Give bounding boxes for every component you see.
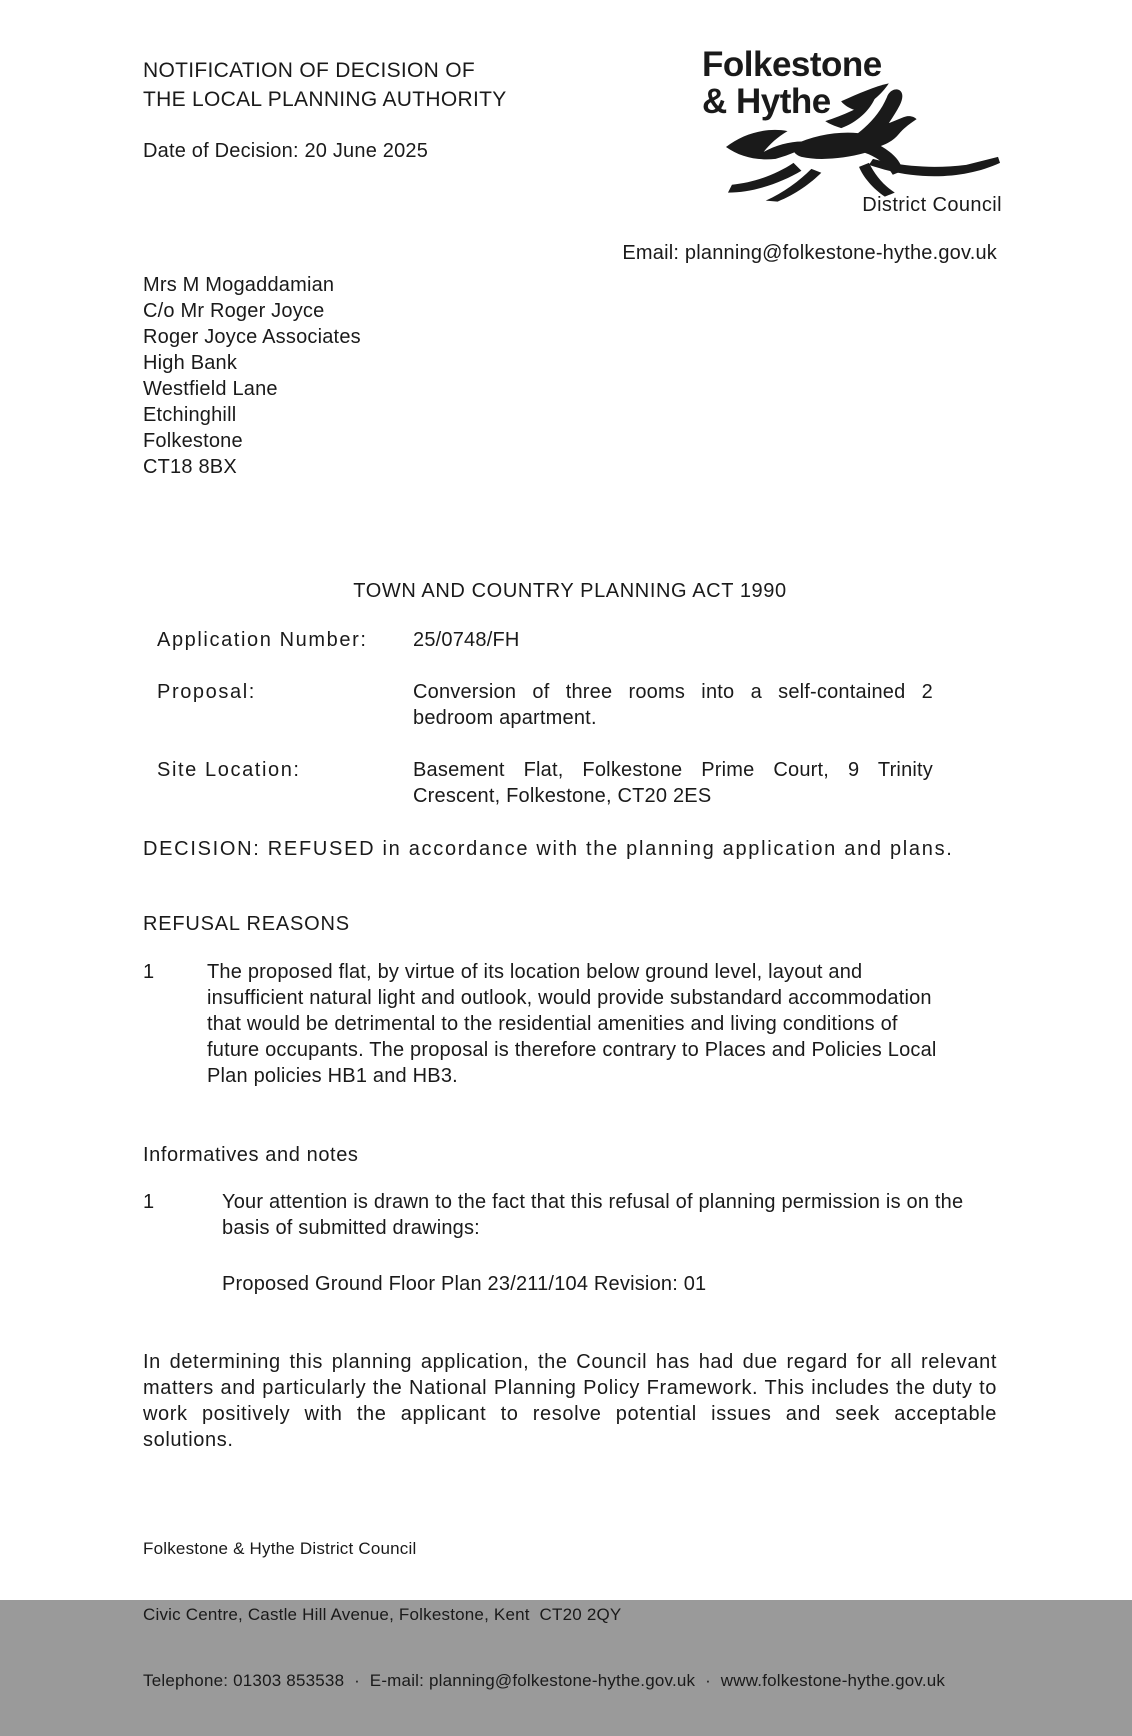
informatives-heading: Informatives and notes xyxy=(143,1144,359,1166)
drawing-reference: Proposed Ground Floor Plan 23/211/104 Revision: 01 xyxy=(222,1273,707,1295)
item-text: Your attention is drawn to the fact that this refusal of planning permission is on the basis of submitted drawings: xyxy=(222,1191,964,1239)
footer-contact: Telephone: 01303 853538 · E-mail: planning@folkestone-hythe.gov.uk · www.folkestone-hythe.gov.uk xyxy=(143,1671,946,1690)
document-title-line2: THE LOCAL PLANNING AUTHORITY xyxy=(143,88,507,111)
application-fields xyxy=(143,627,997,809)
item-text: The proposed flat, by virtue of its location below ground level, layout and insufficient natural light and outlook, would provide substandard accommodation that would be detrimental to the residential amenities and living conditions of future occupants. The proposal is therefore contrary to Places and Policies Local Plan policies HB1 and HB3. xyxy=(207,961,937,1087)
act-title: TOWN AND COUNTRY PLANNING ACT 1990 xyxy=(353,580,787,602)
decision-statement: DECISION: REFUSED in accordance with the planning application and plans. xyxy=(143,838,954,860)
address-line: High Bank xyxy=(143,352,238,374)
footer-address: Civic Centre, Castle Hill Avenue, Folkestone, Kent CT20 2QY xyxy=(143,1605,622,1624)
refusal-reasons-heading: REFUSAL REASONS xyxy=(143,913,350,935)
logo-name-line2: & Hythe xyxy=(702,82,831,121)
footer-council-name: Folkestone & Hythe District Council xyxy=(143,1539,417,1558)
document-title-line1: NOTIFICATION OF DECISION OF xyxy=(143,59,476,82)
item-number: 1 xyxy=(143,961,155,983)
field-label: Proposal: xyxy=(157,681,256,703)
page-footer xyxy=(143,1494,997,1736)
leaping-horse-icon xyxy=(724,82,1002,204)
logo-name-line1: Folkestone xyxy=(702,45,882,84)
field-row-application-number xyxy=(143,627,997,653)
field-row-site-location xyxy=(143,757,997,809)
address-line: Westfield Lane xyxy=(143,378,278,400)
planning-email: Email: planning@folkestone-hythe.gov.uk xyxy=(622,242,997,264)
address-line: CT18 8BX xyxy=(143,456,237,478)
field-value: 25/0748/FH xyxy=(413,629,520,651)
address-line: Roger Joyce Associates xyxy=(143,326,361,348)
field-label: Site Location: xyxy=(157,759,301,781)
refusal-reason-item xyxy=(143,959,997,1089)
field-row-proposal xyxy=(143,679,997,731)
field-value: Basement Flat, Folkestone Prime Court, 9 Trinity Crescent, Folkestone, CT20 2ES xyxy=(413,759,933,807)
recipient-address xyxy=(143,272,997,480)
address-line: Etchinghill xyxy=(143,404,237,426)
address-line: Folkestone xyxy=(143,430,243,452)
address-line: C/o Mr Roger Joyce xyxy=(143,300,325,322)
address-line: Mrs M Mogaddamian xyxy=(143,274,335,296)
council-logo xyxy=(690,46,1002,218)
field-value: Conversion of three rooms into a self-contained 2 bedroom apartment. xyxy=(413,681,933,729)
field-label: Application Number: xyxy=(157,629,368,651)
item-number: 1 xyxy=(143,1191,155,1213)
closing-paragraph: In determining this planning application, the Council has had due regard for all relevant matters and particularly the National Planning Policy Framework. This includes the duty to work positively with the applicant to resolve potential issues and seek acceptable solutions. xyxy=(143,1351,997,1451)
date-of-decision: Date of Decision: 20 June 2025 xyxy=(143,140,429,162)
informative-item xyxy=(143,1189,997,1241)
logo-subtitle: District Council xyxy=(862,194,1002,216)
